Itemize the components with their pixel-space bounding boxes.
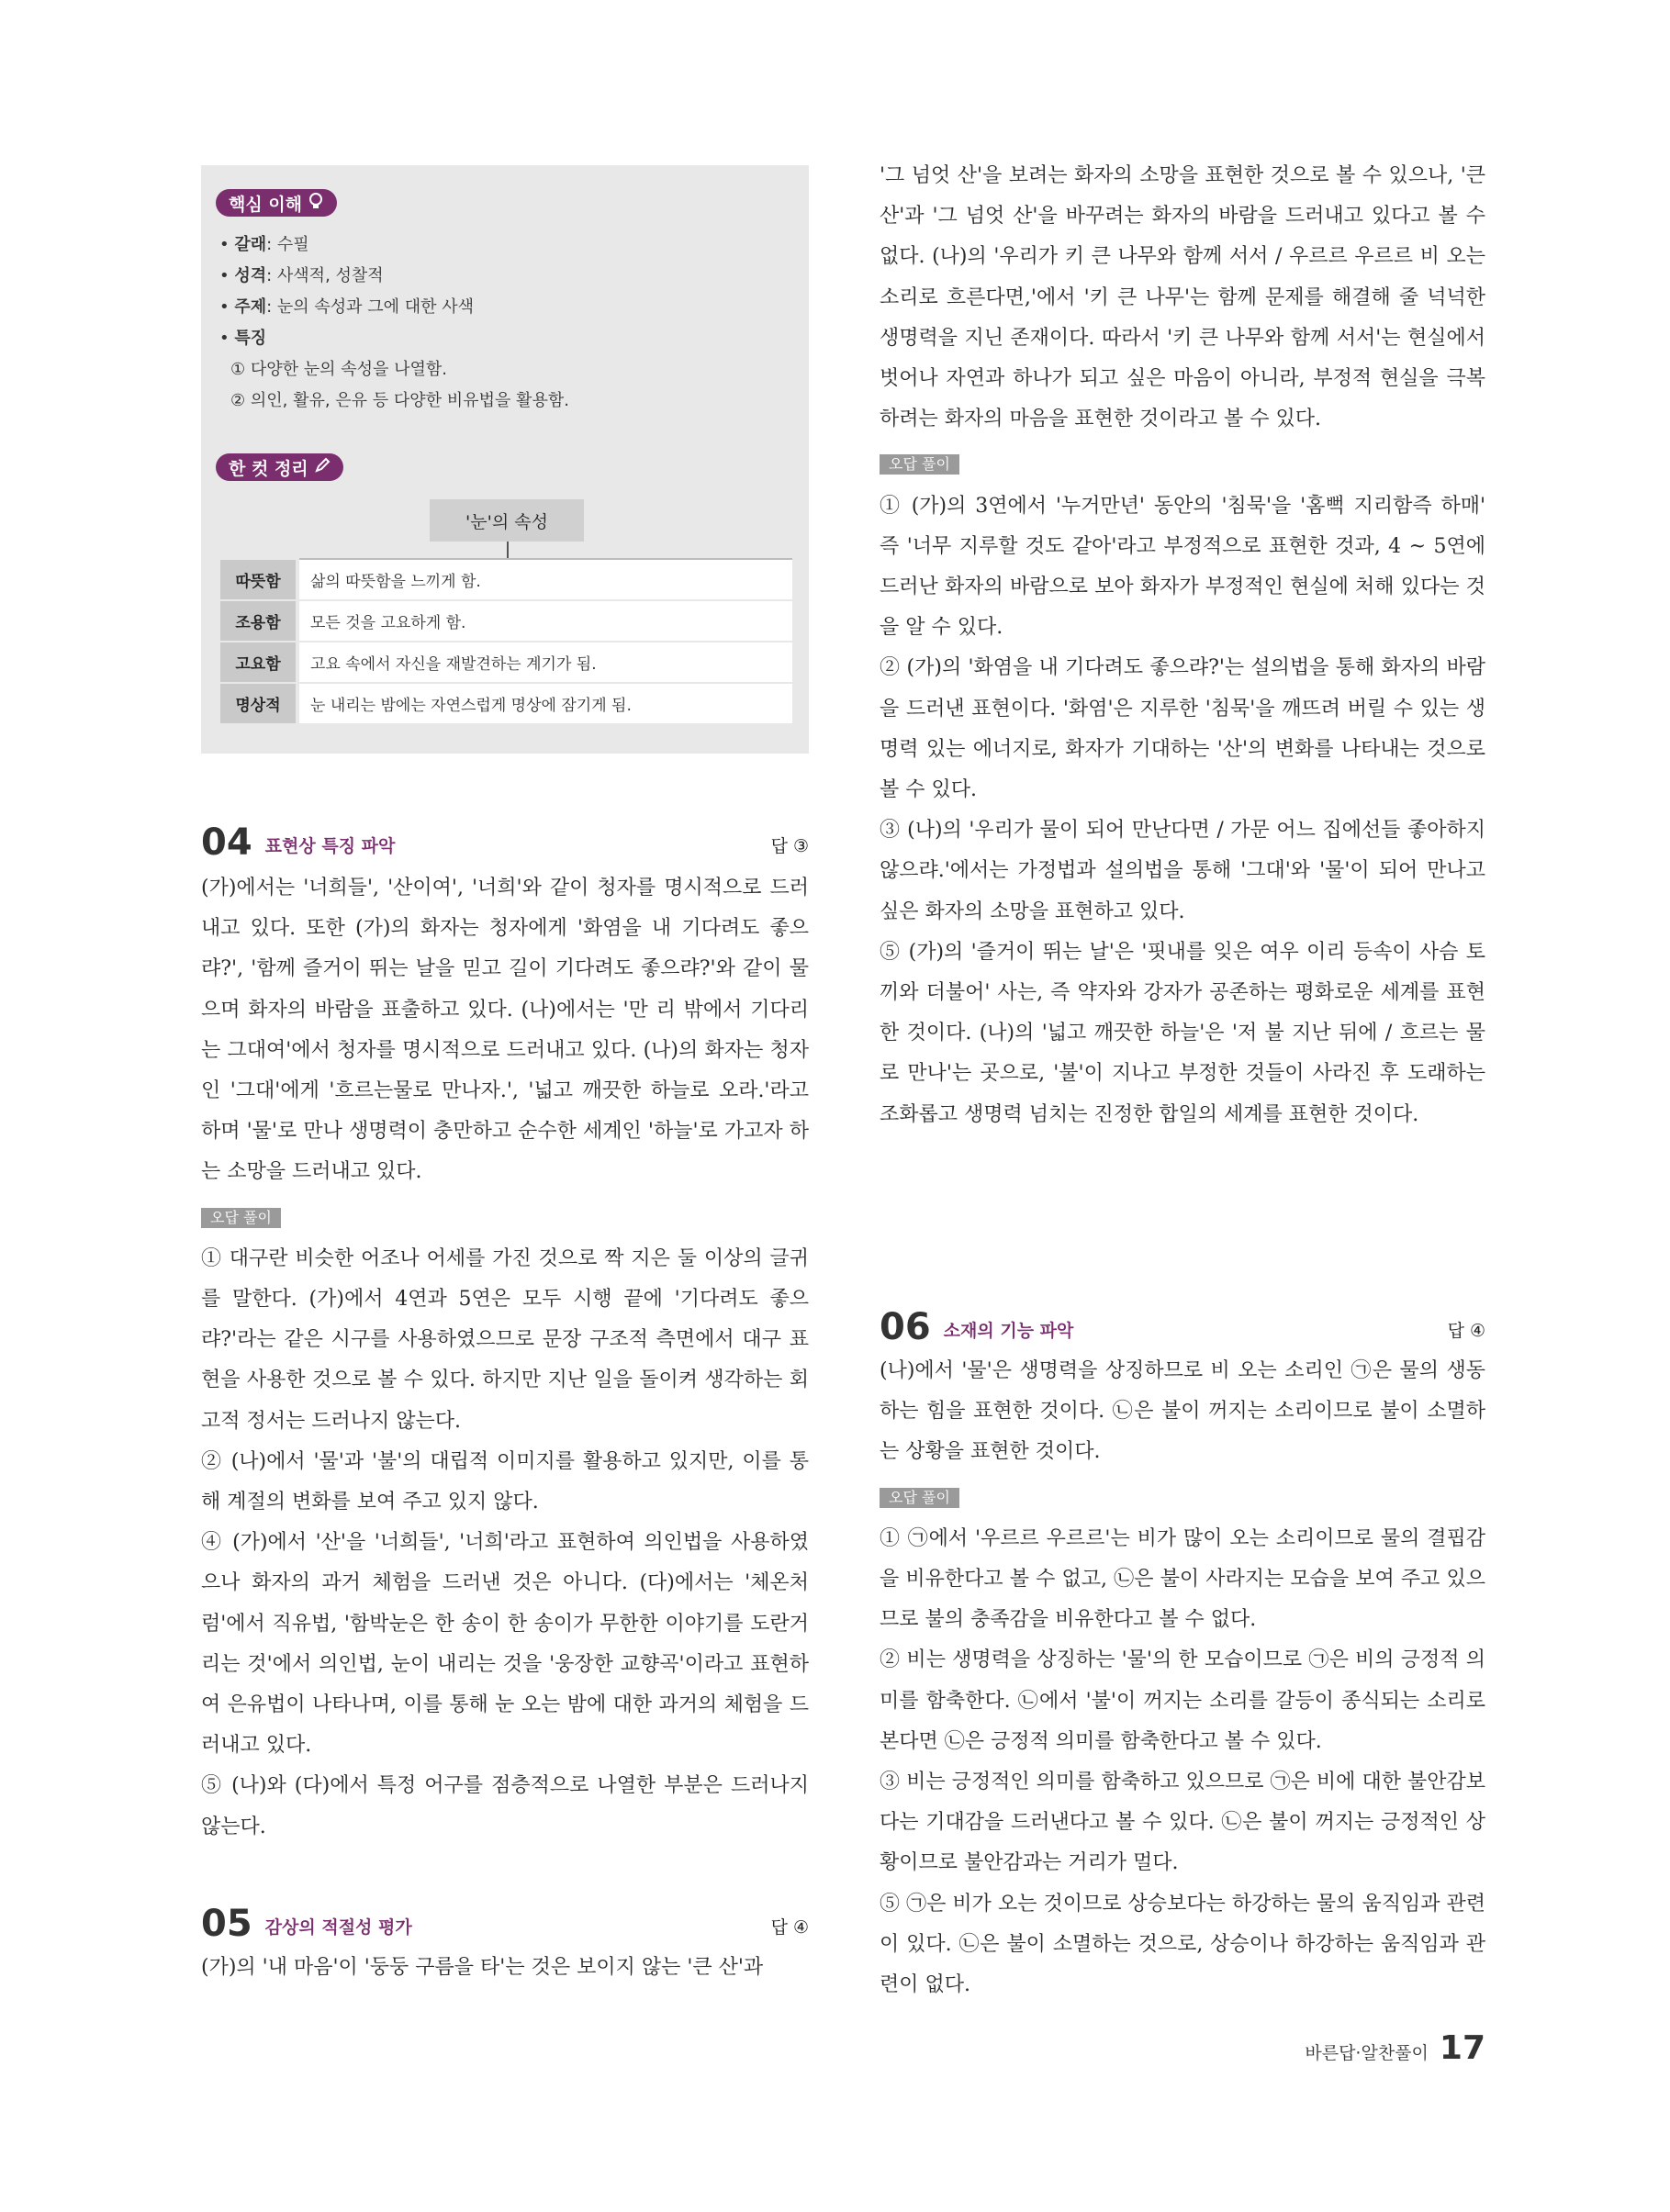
note: ② (가)의 '화염을 내 기다려도 좋으랴?'는 설의법을 통해 화자의 바람을 드러낸 표현이다. '화염'은 지루한 '침묵'을 깨뜨려 버릴 수 있는 생명력 있는 에너지로, 화자가 기대하는 '산'의 변화를 나타내는 것으로 볼 수 있다.: [880, 656, 1485, 802]
wrong-answer-tag: 오답 풀이: [880, 1488, 959, 1508]
wrong-answer-tag: 오답 풀이: [201, 1208, 281, 1228]
note: ③ 비는 긍정적인 의미를 함축하고 있으므로 ㉠은 비에 대한 불안감보다는 기대감을 드러낸다고 볼 수 있다. ㉡은 불이 꺼지는 긍정적인 상황이므로 불안감과는 거리가 멀다.: [880, 1771, 1485, 1875]
page-footer: [1305, 2029, 1485, 2067]
note: ⑤ (가)의 '즐거이 뛰는 날'은 '핏내를 잊은 여우 이리 등속이 사슴 토끼와 더불어' 사는, 즉 약자와 강자가 공존하는 평화로운 세계를 표현한 것이다. (나)의 '넓고 깨끗한 하늘'은 '저 불 지난 뒤에 / 흐르는 물로 만나'는 곳으로, '불'이 지나고 부정한 것들이 사라진 후 도래하는 조화롭고 생명력 넘치는 진정한 합일의 세계를 표현한 것이다.: [880, 940, 1485, 1126]
oneshot-summary-label: 한 컷 정리: [216, 453, 343, 481]
pencil-icon: [314, 457, 331, 478]
note: ② (나)에서 '물'과 '불'의 대립적 이미지를 활용하고 있지만, 이를 통해 계절의 변화를 보여 주고 있지 않다.: [201, 1449, 809, 1514]
properties-table: [219, 558, 794, 725]
summary-list: [219, 229, 569, 417]
note: ① 대구란 비슷한 어조나 어세를 가진 것으로 짝 지은 둘 이상의 글귀를 말한다. (가)에서 4연과 5연은 모두 시행 끝에 '기다려도 좋으랴?'라는 같은 시구를 사용하였으므로 문장 구조적 측면에서 대구 표현을 사용한 것으로 볼 수 있다. 하지만 지난 일을 돌이켜 생각하는 회고적 정서는 드러나지 않는다.: [201, 1246, 809, 1433]
page-number: 17: [1439, 2029, 1485, 2067]
table-row: 고요함 고요 속에서 자신을 재발견하는 계기가 됨.: [219, 642, 793, 683]
feature-1: ① 다양한 눈의 속성을 나열함.: [230, 360, 448, 379]
lightbulb-icon: [308, 192, 324, 215]
concept-hub: '눈'의 속성: [430, 499, 584, 542]
table-row: 따뜻함 삶의 따뜻함을 느끼게 함.: [219, 559, 793, 600]
question-04-explanation: (가)에서는 '너희들', '산이여', '너희'와 같이 청자를 명시적으로 드러내고 있다. 또한 (가)의 화자는 청자에게 '화염을 내 기다려도 좋으랴?', '함께 즐거이 뛰는 날을 믿고 길이 기다려도 좋으랴?'와 같이 물으며 화자의 바람을 표출하고 있다. (나)에서는 '만 리 밖에서 기다리는 그대여'에서 청자를 명시적으로 드러내고 있다. (나)의 화자는 청자인 '그대'에게 '흐르는물로 만나자.', '넓고 깨끗한 하늘로 오라.'라고 하며 '물'로 만나 생명력이 충만하고 순수한 세계인 '하늘'로 가고자 하는 소망을 드러내고 있다. 오답 풀이 ① 대구란 비슷한 어조나 어세를 가진 것으로 짝 지은 둘 이상의 글귀를 말한다. (가)에서 4연과 5연은 모두 시행 끝에 '기다려도 좋으랴?'라는 같은 시구를 사용하였으므로 문장 구조적 측면에서 대구 표현을 사용한 것으로 볼 수 있다. 하지만 지난 일을 돌이켜 생각하는 회고적 정서는 드러나지 않는다. ② (나)에서 '물'과 '불'의 대립적 이미지를 활용하고 있지만, 이를 통해 계절의 변화를 보여 주고 있지 않다. ④ (가)에서 '산'을 '너희들', '너희'라고 표현하여 의인법을 사용하였으나 화자의 과거 체험을 드러낸 것은 아니다. (다)에서는 '체온처럼'에서 직유법, '함박눈은 한 송이 한 송이가 무한한 이야기를 도란거리는 것'에서 의인법, 눈이 내리는 것을 '웅장한 교향곡'이라고 표현하여 은유법이 나타나며, 이를 통해 눈 오는 밤에 대한 과거의 체험을 드러내고 있다. ⑤ (나)와 (다)에서 특정 어구를 점층적으로 나열한 부분은 드러나지 않는다.: [201, 868, 809, 1848]
hub-connector: [507, 542, 509, 558]
summary-item-theme: • 주제: 눈의 속성과 그에 대한 사색: [219, 297, 475, 317]
note: ⑤ ㉠은 비가 오는 것이므로 상승보다는 하강하는 물의 움직임과 관련이 있다. ㉡은 불이 소멸하는 것으로, 상승이나 하강하는 움직임과 관련이 없다.: [880, 1892, 1485, 1997]
table-row: 조용함 모든 것을 고요하게 함.: [219, 600, 793, 642]
summary-box: [201, 165, 809, 754]
question-06-heading: 06 소재의 기능 파악 답 ④: [880, 1306, 1485, 1348]
note: ⑤ (나)와 (다)에서 특정 어구를 점층적으로 나열한 부분은 드러나지 않는다.: [201, 1774, 809, 1838]
question-05-explanation-start: (가)의 '내 마음'이 '둥둥 구름을 타'는 것은 보이지 않는 '큰 산'과: [201, 1956, 764, 1979]
summary-item-genre: • 갈래: 수필: [219, 235, 309, 254]
feature-2: ② 의인, 활유, 은유 등 다양한 비유법을 활용함.: [230, 391, 569, 410]
note: ① ㉠에서 '우르르 우르르'는 비가 많이 오는 소리이므로 물의 결핍감을 비유한다고 볼 수 없고, ㉡은 불이 사라지는 모습을 보여 주고 있으므로 불의 충족감을 비유한다고 볼 수 없다.: [880, 1526, 1485, 1632]
note: ④ (가)에서 '산'을 '너희들', '너희'라고 표현하여 의인법을 사용하였으나 화자의 과거 체험을 드러낸 것은 아니다. (다)에서는 '체온처럼'에서 직유법, '함박눈은 한 송이 한 송이가 무한한 이야기를 도란거리는 것'에서 의인법, 눈이 내리는 것을 '웅장한 교향곡'이라고 표현하여 은유법이 나타나며, 이를 통해 눈 오는 밤에 대한 과거의 체험을 드러내고 있다.: [201, 1531, 809, 1758]
footer-label: 바른답·알찬풀이: [1305, 2043, 1429, 2063]
wrong-answer-tag: 오답 풀이: [880, 454, 959, 475]
table-row: 명상적 눈 내리는 밤에는 자연스럽게 명상에 잠기게 됨.: [219, 683, 793, 724]
summary-item-character: • 성격: 사색적, 성찰적: [219, 266, 384, 285]
question-05-heading: 05 감상의 적절성 평가 답 ④: [201, 1903, 809, 1945]
note: ③ (나)의 '우리가 물이 되어 만난다면 / 가문 어느 집에선들 좋아하지 않으랴.'에서는 가정법과 설의법을 통해 '그대'와 '물'이 되어 만나고 싶은 화자의 소망을 표현하고 있다.: [880, 819, 1485, 923]
core-understanding-label: 핵심 이해: [216, 189, 337, 217]
question-04-heading: 04 표현상 특징 파악 답 ③: [201, 821, 809, 864]
note: ① (가)의 3연에서 '누거만년' 동안의 '침묵'을 '홈뻑 지리함즉 하매' 즉 '너무 지루할 것도 같아'라고 부정적으로 표현한 것과, 4 ~ 5연에 드러난 화자의 바람으로 보아 화자가 부정적인 현실에 처해 있다는 것을 알 수 있다.: [880, 494, 1485, 640]
question-05-explanation: '그 넘엇 산'을 보려는 화자의 소망을 표현한 것으로 볼 수 있으나, '큰 산'과 '그 넘엇 산'을 바꾸려는 화자의 바람을 드러내고 있다고 볼 수 없다. (나)의 '우리가 키 큰 나무와 함께 서서 / 우르르 우르르 비 오는 소리로 흐른다면,'에서 '키 큰 나무'는 함께 문제를 해결해 줄 넉넉한 생명력을 지닌 존재이다. 따라서 '키 큰 나무와 함께 서서'는 현실에서 벗어나 자연과 하나가 되고 싶은 마음이 아니라, 부정적 현실을 극복하려는 화자의 마음을 표현한 것이라고 볼 수 있다. 오답 풀이 ① (가)의 3연에서 '누거만년' 동안의 '침묵'을 '홈뻑 지리함즉 하매' 즉 '너무 지루할 것도 같아'라고 부정적으로 표현한 것과, 4 ~ 5연에 드러난 화자의 바람으로 보아 화자가 부정적인 현실에 처해 있다는 것을 알 수 있다. ② (가)의 '화염을 내 기다려도 좋으랴?'는 설의법을 통해 화자의 바람을 드러낸 표현이다. '화염'은 지루한 '침묵'을 깨뜨려 버릴 수 있는 생명력 있는 에너지로, 화자가 기대하는 '산'의 변화를 나타내는 것으로 볼 수 있다. ③ (나)의 '우리가 물이 되어 만난다면 / 가문 어느 집에선들 좋아하지 않으랴.'에서는 가정법과 설의법을 통해 '그대'와 '물'이 되어 만나고 싶은 화자의 소망을 표현하고 있다. ⑤ (가)의 '즐거이 뛰는 날'은 '핏내를 잊은 여우 이리 등속이 사슴 토끼와 더불어' 사는, 즉 약자와 강자가 공존하는 평화로운 세계를 표현한 것이다. (나)의 '넓고 깨끗한 하늘'은 '저 불 지난 뒤에 / 흐르는 물로 만나'는 곳으로, '불'이 지나고 부정한 것들이 사라진 후 도래하는 조화롭고 생명력 넘치는 진정한 합일의 세계를 표현한 것이다.: [880, 156, 1485, 1135]
note: ② 비는 생명력을 상징하는 '물'의 한 모습이므로 ㉠은 비의 긍정적 의미를 함축한다. ㉡에서 '불'이 꺼지는 소리를 갈등이 종식되는 소리로 본다면 ㉡은 긍정적 의미를 함축한다고 볼 수 있다.: [880, 1648, 1485, 1753]
summary-item-features: • 특징: [219, 329, 267, 348]
question-06-explanation: (나)에서 '물'은 생명력을 상징하므로 비 오는 소리인 ㉠은 물의 생동하는 힘을 표현한 것이다. ㉡은 불이 꺼지는 소리이므로 불이 소멸하는 상황을 표현한 것이다. 오답 풀이 ① ㉠에서 '우르르 우르르'는 비가 많이 오는 소리이므로 물의 결핍감을 비유한다고 볼 수 없고, ㉡은 불이 사라지는 모습을 보여 주고 있으므로 불의 충족감을 비유한다고 볼 수 없다. ② 비는 생명력을 상징하는 '물'의 한 모습이므로 ㉠은 비의 긍정적 의미를 함축한다. ㉡에서 '불'이 꺼지는 소리를 갈등이 종식되는 소리로 본다면 ㉡은 긍정적 의미를 함축한다고 볼 수 있다. ③ 비는 긍정적인 의미를 함축하고 있으므로 ㉠은 비에 대한 불안감보다는 기대감을 드러낸다고 볼 수 있다. ㉡은 불이 꺼지는 긍정적인 상황이므로 불안감과는 거리가 멀다. ⑤ ㉠은 비가 오는 것이므로 상승보다는 하강하는 물의 움직임과 관련이 있다. ㉡은 불이 소멸하는 것으로, 상승이나 하강하는 움직임과 관련이 없다.: [880, 1351, 1485, 2005]
